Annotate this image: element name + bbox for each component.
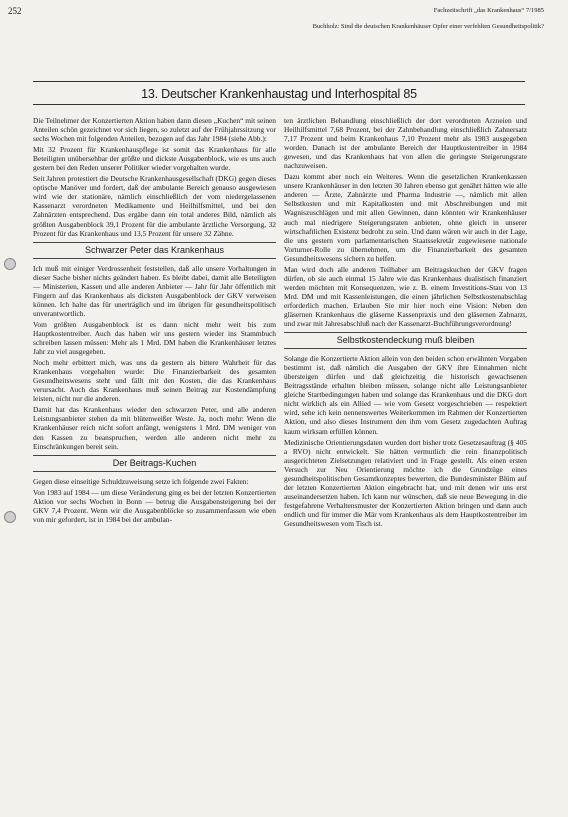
paragraph: Damit hat das Krankenhaus wieder den schwarzen Peter, und alle anderen Leistungsanbieter stehen da mit blütenweißer Weste. Ja, noch mehr: Wenn die Krankenhäuser reich nicht sofort anfängt, wenigstens 1 Mrd. DM weniger von den Kassen zu beanspruchen, werden alle anderen nicht mehr zu Einschränkungen bereit sein. <box>33 405 276 451</box>
paragraph: Die Teilnehmer der Konzertierten Aktion haben dann diesen „Kuchen“ mit seinen Anteilen schön gezeichnet vor sich liegen, so zuletzt auf der Frühjahrssitzung vor sechs Wochen mit folgenden Anteilen, bezogen auf das Jahr 1984 (siehe Abb.): <box>33 116 276 144</box>
section-heading: Schwarzer Peter das Krankenhaus <box>33 242 276 259</box>
paragraph: Von 1983 auf 1984 — um diese Veränderung ging es bei der letzten Konzertierten Aktion vor sechs Wochen in Bonn — betrug die Ausgabensteigerung bei der GKV 7,4 Prozent. Wenn wir die Ausgabenblöcke so zusammenfassen wie eben von mir gefordert, ist in 1984 bei der ambulan- <box>33 487 276 524</box>
paragraph: Mit 32 Prozent für Krankenhauspflege ist somit das Krankenhaus für alle Beteiligten unübersehbar der größte und dickste Ausgabenblock, wie es uns auch gestern bei den Reden unserer Politiker wieder vorgehalten wurde. <box>33 145 276 173</box>
paragraph: ten ärztlichen Behandlung einschließlich der dort verordneten Arzneien und Heilhilfsmittel 7,68 Prozent, bei der Zahnbehandlung einschließlich Zahnersatz 7,17 Prozent und beim Krankenhaus 7,10 Prozent mehr als 1983 ausgegeben worden. Danach ist der ambulante Bereich der Hauptkostentreiber in 1984 gewesen, und das Krankenhaus hat von allen die geringste Steigerungsrate nachzuweisen. <box>284 116 527 171</box>
right-column <box>284 116 527 530</box>
article-title: 13. Deutscher Krankenhaustag und Interhospital 85 <box>141 87 417 101</box>
paragraph: Ich muß mit einiger Verdrossenheit feststellen, daß alle unsere Vorhaltungen in dieser Sache bisher nichts geändert haben. Es bleibt dabei, damit alle Beteiligten — Ministerien, Kassen und alle anderen Anbieter — Jahr für Jahr öffentlich mit Fingern auf das Krankenhaus als dicksten Ausgabenblock der GKV verweisen können. Ich halte das für unerträglich und im übrigen für gesundheitspolitisch unverantwortlich. <box>33 263 276 318</box>
section-heading: Selbstkostendeckung muß bleiben <box>284 332 527 349</box>
punch-hole-bottom <box>4 511 16 523</box>
left-column <box>33 116 276 526</box>
punch-hole-top <box>4 258 16 270</box>
journal-reference: Fachzeitschrift „das Krankenhaus“ 7/1985 <box>433 7 544 14</box>
paragraph: Dazu kommt aber noch ein Weiteres. Wenn die gesetzlichen Krankenkassen unsere Krankenhäuser in den letzten 30 Jahren ebenso gut genährt hätten wie alle anderen — Ärzte, Zahnärzte und Pharma Industrie —, nämlich mit allen Selbstkosten und mit Kapitalkosten und mit Abschreibungen und mit Wagniszuschlägen und mit allen Gewinnen, dann könnten wir Krankenhäuser auch mal niedrigere Steigerungsraten anbieten, ohne gleich in unserer wirtschaftlichen Existenz bedroht zu sein. Und dann wären wir auch in der Lage, die uns gestern vom parlamentarischen Staatssekretär zugewiesene nationale Vorturner-Rolle zu übernehmen, um die Finanzierbarkeit des gesamten Gesundheitswesens sichern zu helfen. <box>284 172 527 263</box>
page-header <box>8 6 544 18</box>
title-rule-bottom <box>33 104 525 105</box>
page-number: 252 <box>8 6 22 16</box>
paragraph: Solange die Konzertierte Aktion allein von den beiden schon erwähnten Vorgaben bestimmt ist, daß nämlich die Ausgaben der GKV ihre Einnahmen nicht übersteigen dürfen und daß gleichzeitig die historisch gewachsenen Beitragsstände erhalten bleiben müssen, solange nicht alle Leistungsanbieter gleiche Startbedingungen haben und solange das Krankenhaus und die DKG dort nicht wirklich als ein Allied — wie vom Gesetz vorgeschrieben — respektiert wird, sehe ich kein nennenswertes Weiterkommen im Rahmen der Konzertierten Aktion, und also dieses Instrument den ihm vom Gesetz zugedachten Auftrag kaum wirksam erfüllen können. <box>284 354 527 436</box>
title-rule-top <box>33 81 525 82</box>
running-rubric: Buchholz: Sind die deutschen Krankenhäuser Opfer einer verfehlten Gesundheitspolitik? <box>312 23 544 30</box>
paragraph: Gegen diese einseitige Schuldzuweisung setze ich folgende zwei Fakten: <box>33 476 249 486</box>
paragraph: Noch mehr erbittert mich, was uns da gestern als bittere Wahrheit für das Krankenhaus vorgehalten wurde: Die Finanzierbarkeit des gesamten Gesundheitswesens steht und fällt mit den Kosten, die das Krankenhaus verursacht. Auch das Krankenhaus muß seinen Beitrag zur Kostendämpfung leisten, nicht nur die anderen. <box>33 358 276 404</box>
section-heading: Der Beitrags-Kuchen <box>33 455 276 472</box>
paragraph: Medizinische Orientierungsdaten wurden dort bisher trotz Gesetzesauftrag (§ 405 a RVO) nicht entwickelt. Sie hätten vermutlich die rein finanzpolitisch ausgerichteten Zielsetzungen relativiert und in Frage gestellt. Als einen ersten Versuch zur Neu Orientierung möchte ich die Grundzüge eines gesundheitspolitischen Gesamtkonzeptes bewerten, die Bundesminister Blüm auf der letzten Konzertierten Aktion eingebracht hat, und mit denen wir uns erst auseinandersetzen haben. Ich kann nur wünschen, daß sie neue Bewegung in die festgefahrene Verhaltensmuster der Konzertierten Aktion bringen und dann auch endlich und für immer die Mär vom Krankenhaus als dem Hauptkostentreiber im Gesundheitswesen vom Tisch ist. <box>284 437 527 528</box>
paragraph: Seit Jahren protestiert die Deutsche Krankenhausgesellschaft (DKG) gegen dieses optische Manöver und fordert, daß der ambulante Bereich genauso ausgewiesen wird wie der stationäre, nämlich einschließlich der vom niedergelassenen Kassenarzt verordneten Medikamente und Heilhilfsmittel, und bei den Zahnärzten entsprechend. Das ergäbe dann ein total anderes Bild, nämlich als größten Ausgabenblock 39,1 Prozent für die ambulante ärztliche Versorgung, 32 Prozent für das Krankenhaus und 13,5 Prozent für unsere 32 Zähne. <box>33 174 276 238</box>
paragraph: Vom größten Ausgabenblock ist es dann nicht mehr weit bis zum Hauptkostentreiber. Auch das haben wir uns gestern wieder ins Stammbuch schreiben lassen müssen: Mehr als 1 Mrd. DM haben die Krankenhäuser letztes Jahr zu viel ausgegeben. <box>33 319 276 357</box>
paragraph: Man wird doch alle anderen Teilhaber am Beitragskuchen der GKV fragen dürfen, ob sie auch einmal 15 Jahre wie das Krankenhaus dualistisch finanziert werden möchten mit Konsequenzen, wie z. B. einem Investitions-Stau von 13 Mrd. DM und mit Kassenleistungen, die einen jährlichen Selbstkostenabschlag erforderlich machen. Erlauben Sie mir hier noch eine Vision: Neben den gläsernen Krankenhaus die gläserne Kassenpraxis und den gläsernen Zahnarzt, und zwar mit Jahresabschluß nach der Kassenarzt-Buchführungsverordnung! <box>284 264 527 329</box>
